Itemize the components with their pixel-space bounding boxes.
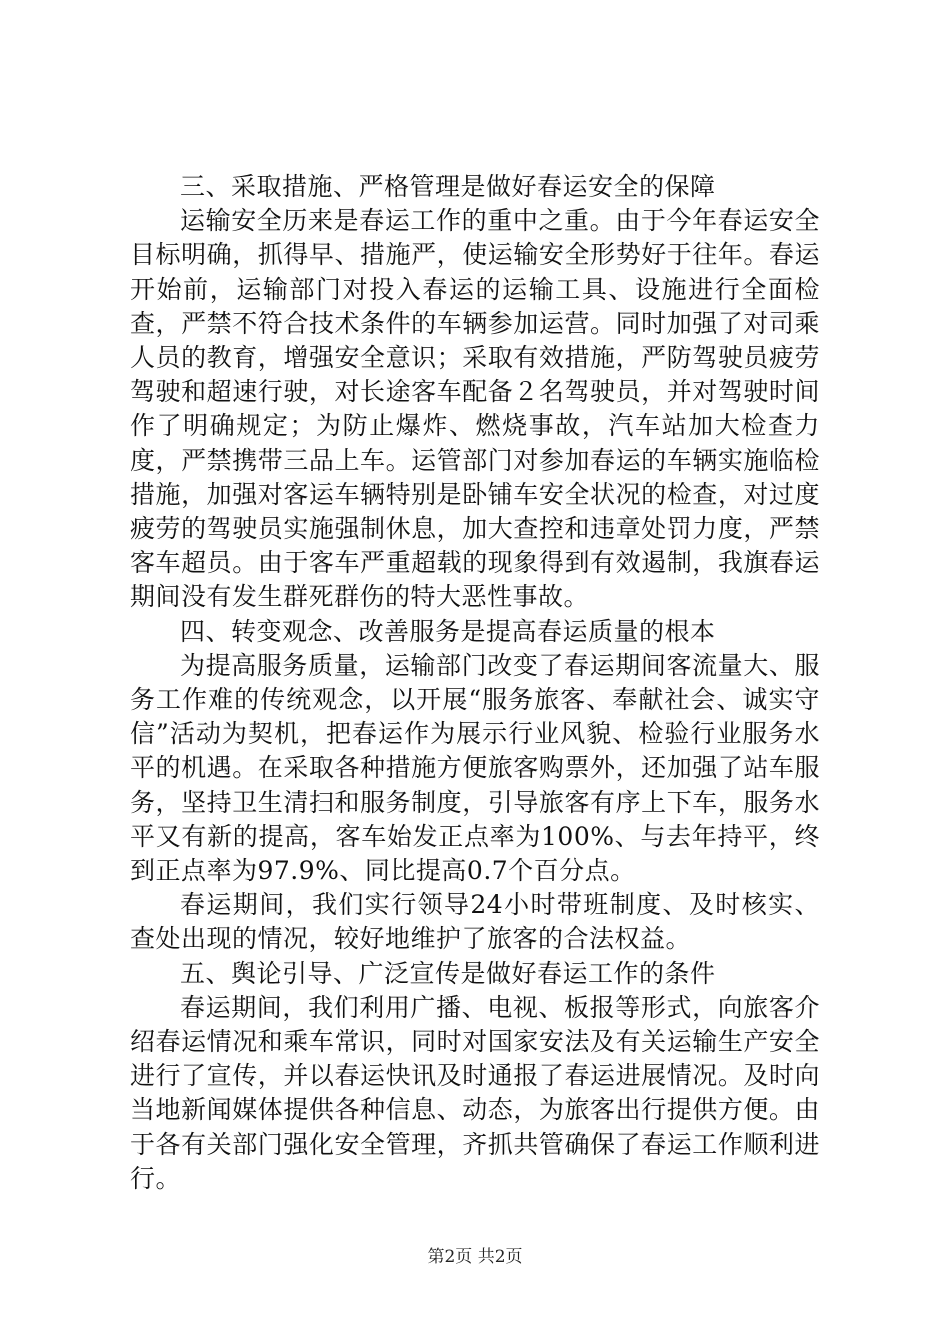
document-body <box>130 170 820 1196</box>
paragraph: 运输安全历来是春运工作的重中之重。由于今年春运安全目标明确，抓得早、措施严，使运输安全形势好于往年。春运开始前，运输部门对投入春运的运输工具、设施进行全面检查，严禁不符合技术条件的车辆参加运营。同时加强了对司乘人员的教育，增强安全意识；采取有效措施，严防驾驶员疲劳驾驶和超速行驶，对长途客车配备２名驾驶员，并对驾驶时间作了明确规定；为防止爆炸、燃烧事故，汽车站加大检查力度，严禁携带三品上车。运管部门对参加春运的车辆实施临检措施，加强对客运车辆特别是卧铺车安全状况的检查，对过度疲劳的驾驶员实施强制休息，加大查控和违章处罚力度，严禁客车超员。由于客车严重超载的现象得到有效遏制，我旗春运期间没有发生群死群伤的特大恶性事故。 <box>130 206 820 612</box>
section-heading: 三、采取措施、严格管理是做好春运安全的保障 <box>180 172 716 201</box>
section-heading: 五、舆论引导、广泛宣传是做好春运工作的条件 <box>180 958 716 988</box>
section-heading: 四、转变观念、改善服务是提高春运质量的根本 <box>180 616 716 646</box>
page-footer: 第2页 共2页 <box>427 1247 523 1267</box>
paragraph: 春运期间，我们利用广播、电视、板报等形式，向旅客介绍春运情况和乘车常识，同时对国家安法及有关运输生产安全进行了宣传，并以春运快讯及时通报了春运进展情况。及时向当地新闻媒体提供各种信息、动态，为旅客出行提供方便。由于各有关部门强化安全管理，齐抓共管确保了春运工作顺利进行。 <box>130 992 820 1193</box>
paragraph: 春运期间，我们实行领导24小时带班制度、及时核实、查处出现的情况，较好地维护了旅客的合法权益。 <box>130 890 820 954</box>
paragraph: 为提高服务质量，运输部门改变了春运期间客流量大、服务工作难的传统观念，以开展“服务旅客、奉献社会、诚实守信”活动为契机，把春运作为展示行业风貌、检验行业服务水平的机遇。在采取各种措施方便旅客购票外，还加强了站车服务，坚持卫生清扫和服务制度，引导旅客有序上下车，服务水平又有新的提高，客车始发正点率为100%、与去年持平，终到正点率为97.9%、同比提高0.7个百分点。 <box>130 650 820 886</box>
